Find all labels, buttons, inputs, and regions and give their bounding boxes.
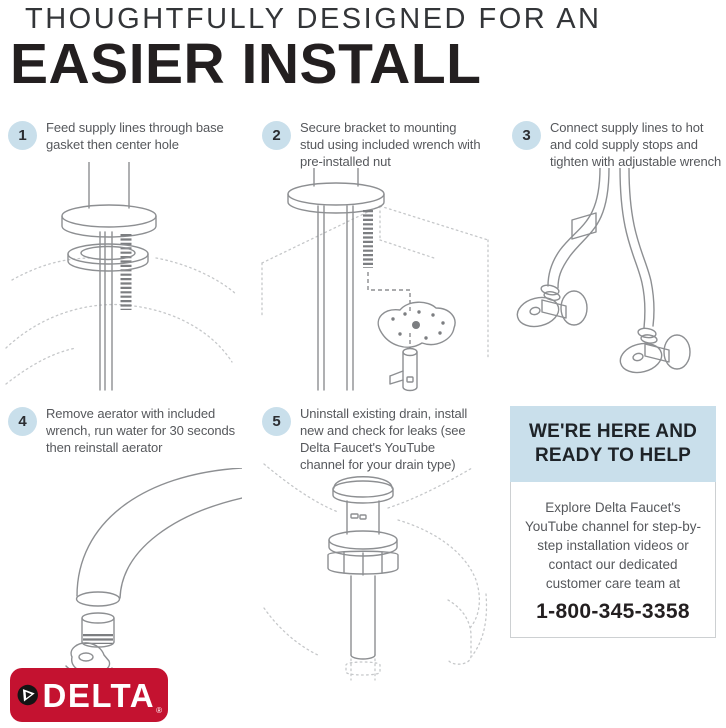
step-5-number-badge: 5 — [262, 407, 291, 436]
step-3-illustration-supply-stops — [508, 168, 724, 393]
step-2-number-badge: 2 — [262, 121, 291, 150]
step-1-text: Feed supply lines through base gasket then center hole — [46, 120, 224, 152]
step-5-illustration-drain-assembly — [258, 458, 488, 683]
page-title: EASIER INSTALL — [10, 32, 482, 96]
help-heading-line1: WE'RE HERE AND — [528, 421, 698, 442]
step-1-number-badge: 1 — [8, 121, 37, 150]
customer-care-phone-number: 1-800-345-3358 — [536, 600, 690, 623]
delta-triangle-icon — [17, 675, 39, 715]
step-4-text: Remove aerator with included wrench, run water for 30 seconds then reinstall aerator — [46, 406, 236, 455]
help-body-text: Explore Delta Faucet's YouTube channel for step-by-step installation videos or contact our dedicated customer care team at — [524, 500, 702, 591]
step-5-text: Uninstall existing drain, install new and check for leaks (see Delta Faucet's YouTube channel for your drain type) — [300, 406, 468, 472]
help-box-body — [510, 482, 716, 638]
step-3-number-badge: 3 — [512, 121, 541, 150]
step-2-text: Secure bracket to mounting stud using included wrench with pre-installed nut — [300, 120, 481, 169]
step-1-illustration-faucet-shank — [4, 162, 244, 392]
help-heading-line2: READY TO HELP — [534, 445, 692, 466]
help-box-header — [510, 406, 716, 482]
help-box — [510, 406, 716, 638]
delta-brand-logo — [10, 668, 168, 722]
delta-logo-wordmark: DELTA — [42, 676, 156, 714]
step-3-text: Connect supply lines to hot and cold supply stops and tighten with adjustable wrench — [550, 120, 722, 169]
page-subtitle: THOUGHTFULLY DESIGNED FOR AN — [25, 3, 602, 35]
step-4-illustration-aerator — [12, 468, 242, 668]
step-4-number-badge: 4 — [8, 407, 37, 436]
step-2-illustration-mounting-bracket — [252, 168, 492, 393]
registered-trademark-symbol: ® — [156, 706, 162, 715]
